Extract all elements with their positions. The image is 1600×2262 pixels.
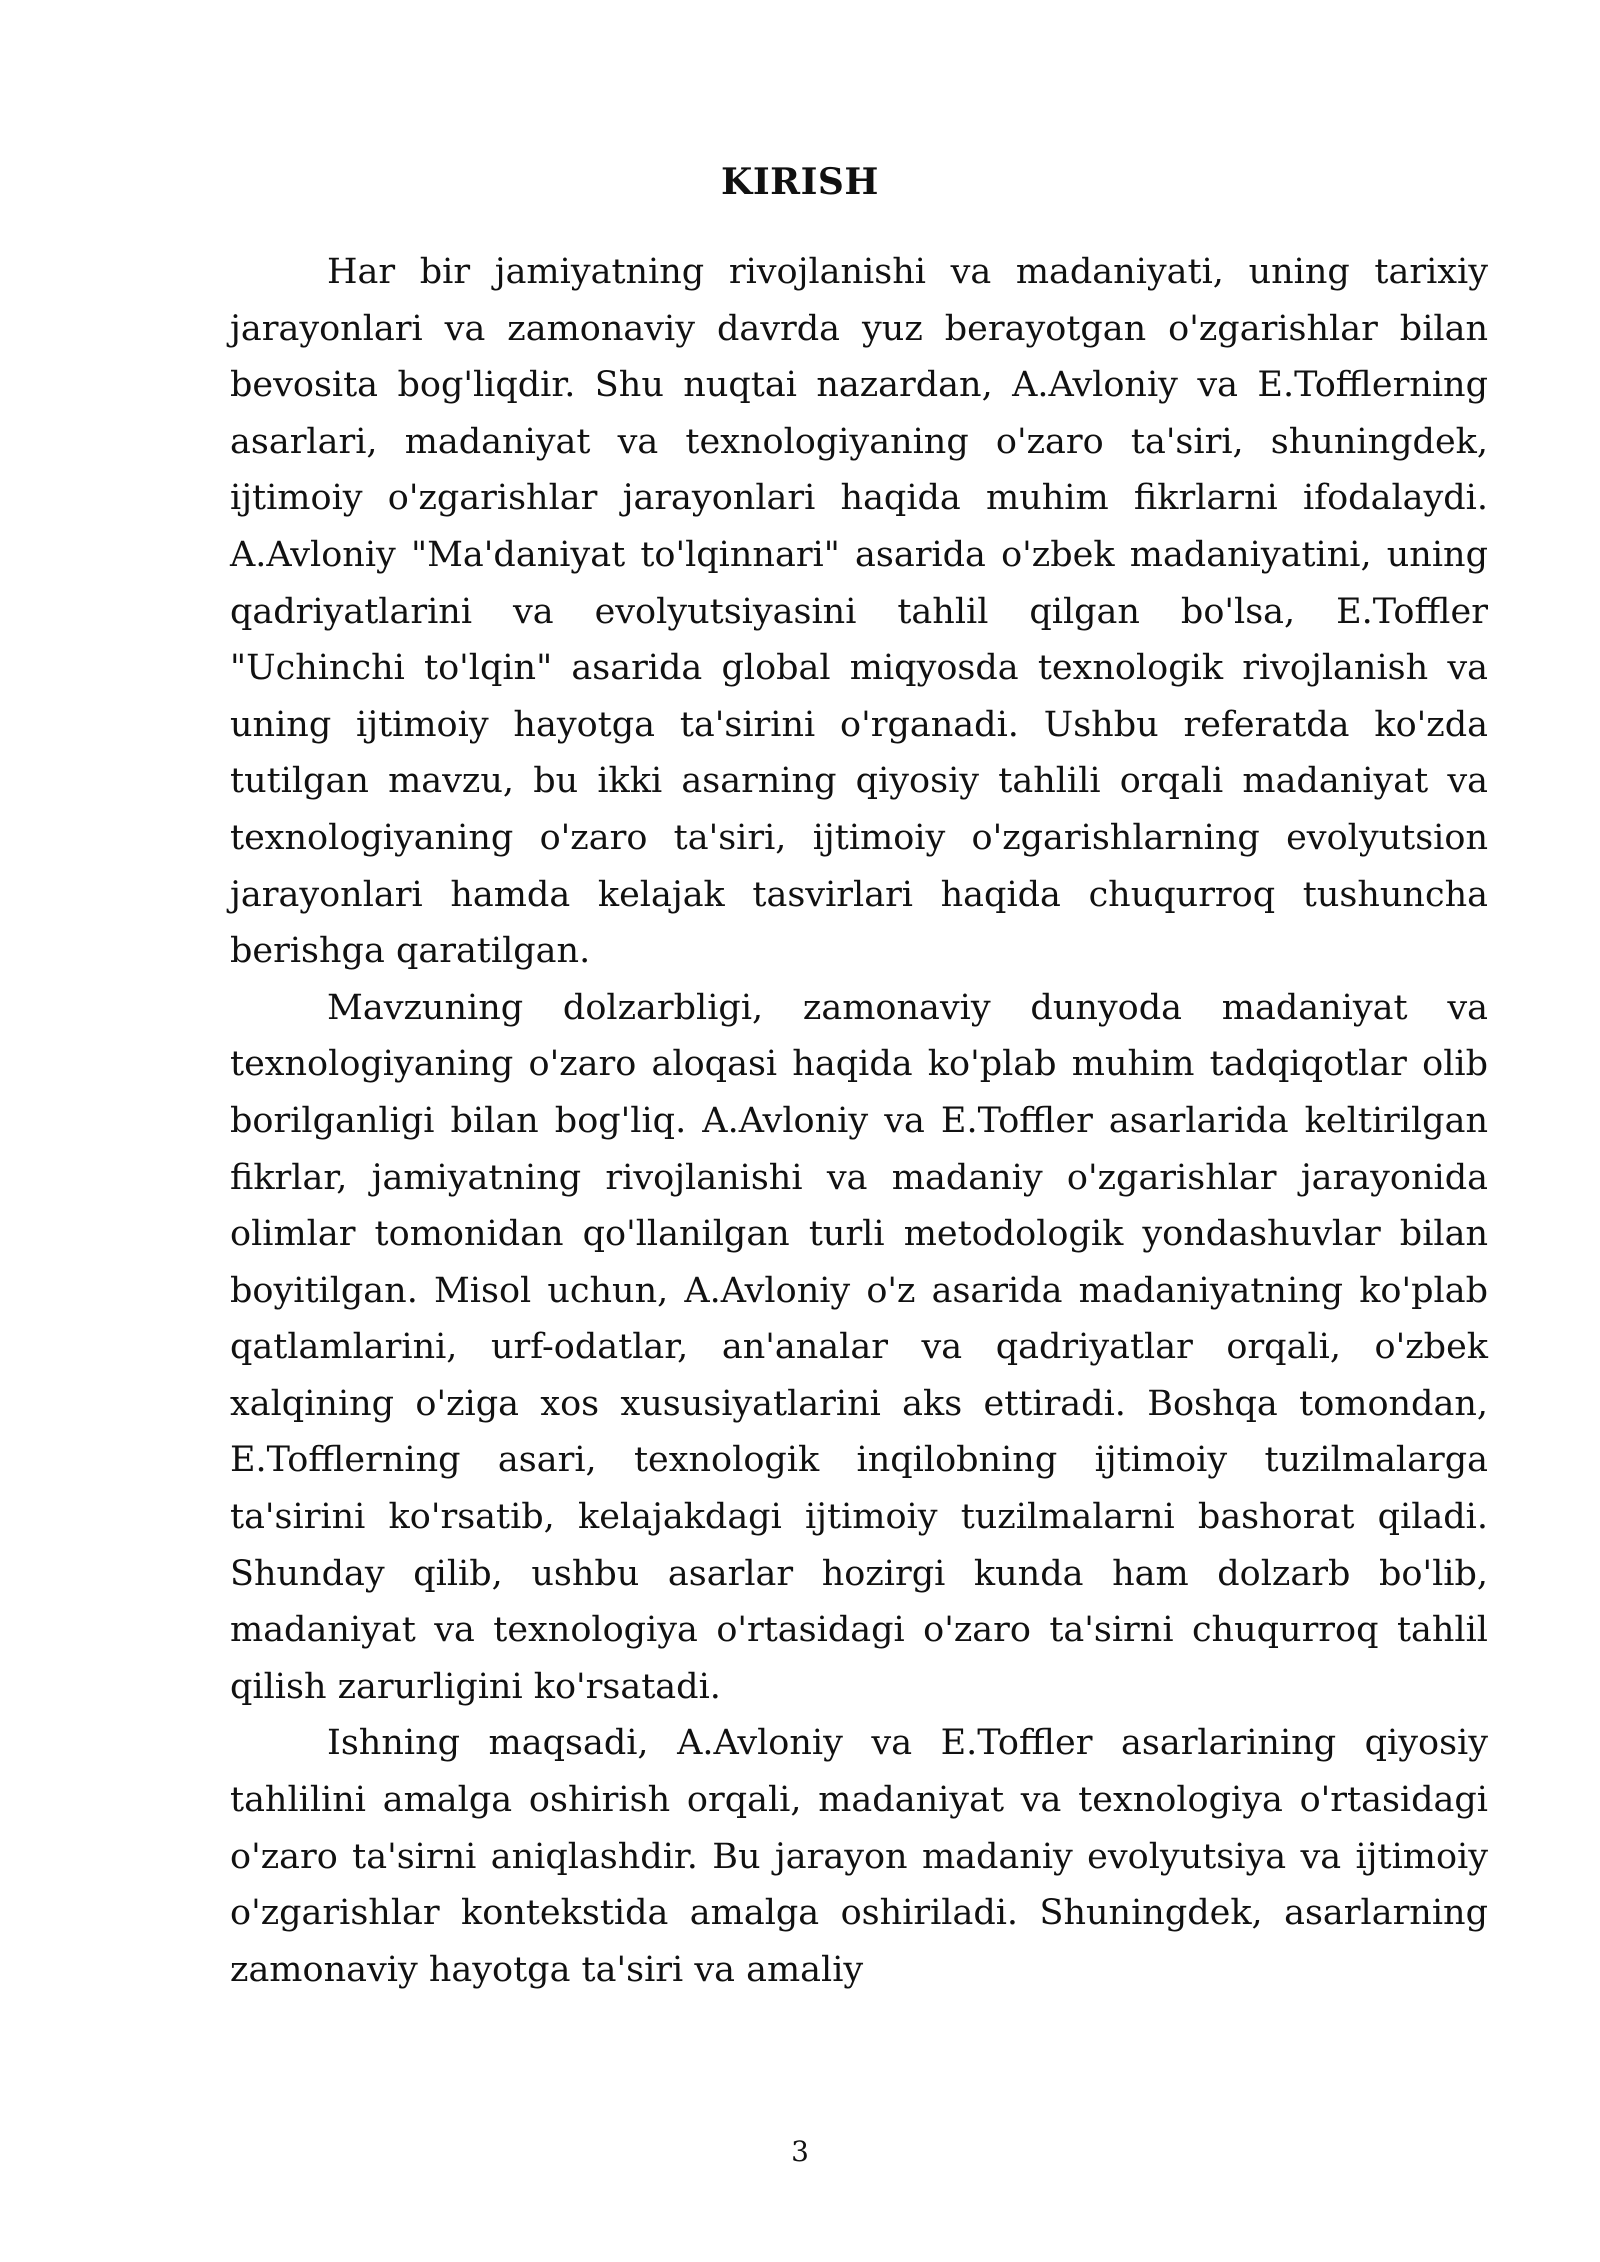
paragraph-intro: Har bir jamiyatning rivojlanishi va madaniyati, uning tarixiy jarayonlari va zamonaviy davrda yuz berayotgan o'zgarishlar bilan bevosita bog'liqdir. Shu nuqtai nazardan, A.Avloniy va E.Tofflerning asarlari, madaniyat va texnologiyaning o'zaro ta'siri, shuningdek, ijtimoiy o'zgarishlar jarayonlari haqida muhim fikrlarni ifodalaydi. A.Avloniy "Ma'daniyat to'lqinnari" asarida o'zbek madaniyatini, uning qadriyatlarini va evolyutsiyasini tahlil qilgan bo'lsa, E.Toffler "Uchinchi to'lqin" asarida global miqyosda texnologik rivojlanish va uning ijtimoiy hayotga ta'sirini o'rganadi. Ushbu referatda ko'zda tutilgan mavzu, bu ikki asarning qiyosiy tahlili orqali madaniyat va texnologiyaning o'zaro ta'siri, ijtimoiy o'zgarishlarning evolyutsion jarayonlari hamda kelajak tasvirlari haqida chuqurroq tushuncha berishga qaratilgan. [230,252,1488,972]
page-number: 3 [791,2135,809,2168]
paragraph-goal: Ishning maqsadi, A.Avloniy va E.Toffler asarlarining qiyosiy tahlilini amalga oshirish orqali, madaniyat va texnologiya o'rtasidagi o'zaro ta'sirni aniqlashdir. Bu jarayon madaniy evolyutsiya va ijtimoiy o'zgarishlar kontekstida amalga oshiriladi. Shuningdek, asarlarning zamonaviy hayotga ta'siri va amaliy [230,1723,1488,1990]
body-text [230,244,1488,1998]
section-heading: KIRISH [721,161,879,203]
paragraph-relevance: Mavzuning dolzarbligi, zamonaviy dunyoda madaniyat va texnologiyaning o'zaro aloqasi haqida ko'plab muhim tadqiqotlar olib borilganligi bilan bog'liq. A.Avloniy va E.Toffler asarlarida keltirilgan fikrlar, jamiyatning rivojlanishi va madaniy o'zgarishlar jarayonida olimlar tomonidan qo'llanilgan turli metodologik yondashuvlar bilan boyitilgan. Misol uchun, A.Avloniy o'z asarida madaniyatning ko'plab qatlamlarini, urf-odatlar, an'analar va qadriyatlar orqali, o'zbek xalqining o'ziga xos xususiyatlarini aks ettiradi. Boshqa tomondan, E.Tofflerning asari, texnologik inqilobning ijtimoiy tuzilmalarga ta'sirini ko'rsatib, kelajakdagi ijtimoiy tuzilmalarni bashorat qiladi. Shunday qilib, ushbu asarlar hozirgi kunda ham dolzarb bo'lib, madaniyat va texnologiya o'rtasidagi o'zaro ta'sirni chuqurroq tahlil qilish zarurligini ko'rsatadi. [230,987,1488,1707]
